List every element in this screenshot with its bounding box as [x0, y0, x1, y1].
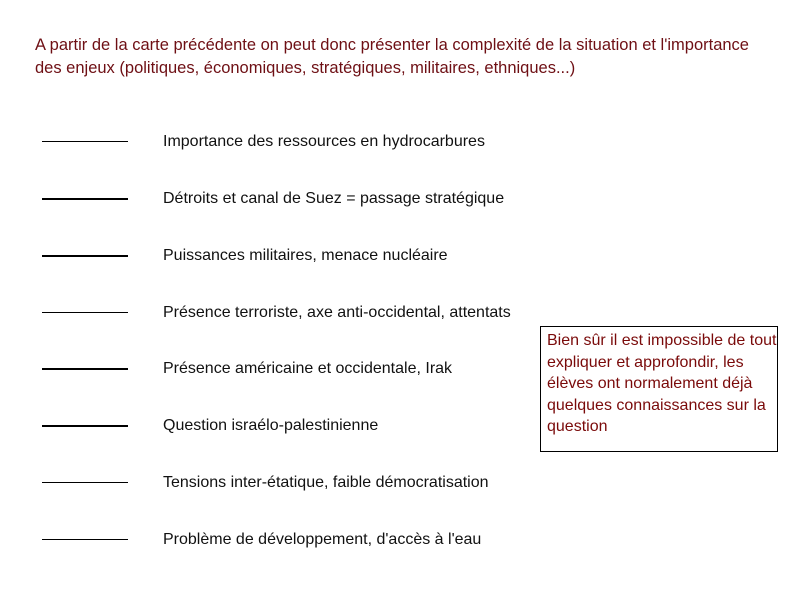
list-item — [0, 244, 600, 268]
item-label: Problème de développement, d'accès à l'eau — [163, 531, 482, 548]
list-item — [0, 301, 600, 325]
item-label: Question israélo-palestinienne — [163, 417, 379, 434]
item-label: Puissances militaires, menace nucléaire — [163, 247, 448, 264]
list-item — [0, 414, 600, 438]
item-label: Détroits et canal de Suez = passage stratégique — [163, 190, 505, 207]
list-item — [0, 130, 600, 154]
list-item — [0, 528, 600, 552]
item-label: Tensions inter-étatique, faible démocratisation — [163, 474, 489, 491]
item-label: Présence terroriste, axe anti-occidental, attentats — [163, 304, 511, 321]
line-marker — [42, 141, 128, 142]
line-marker — [42, 425, 128, 427]
item-label: Importance des ressources en hydrocarbures — [163, 133, 485, 150]
line-marker — [42, 539, 128, 540]
line-marker — [42, 312, 128, 313]
item-label: Présence américaine et occidentale, Irak — [163, 360, 453, 377]
line-marker — [42, 482, 128, 483]
line-marker — [42, 368, 128, 370]
line-marker — [42, 255, 128, 257]
list-item — [0, 187, 600, 211]
list-item — [0, 471, 600, 495]
note-text: Bien sûr il est impossible de tout expliquer et approfondir, les élèves ont normalement déjà quelques connaissances sur la question — [547, 332, 777, 435]
line-marker — [42, 198, 128, 200]
list-item — [0, 357, 600, 381]
intro-text: A partir de la carte précédente on peut donc présenter la complexité de la situation et l'importance des enjeux (politiques, économiques, stratégiques, militaires, ethniques...) — [35, 36, 749, 77]
